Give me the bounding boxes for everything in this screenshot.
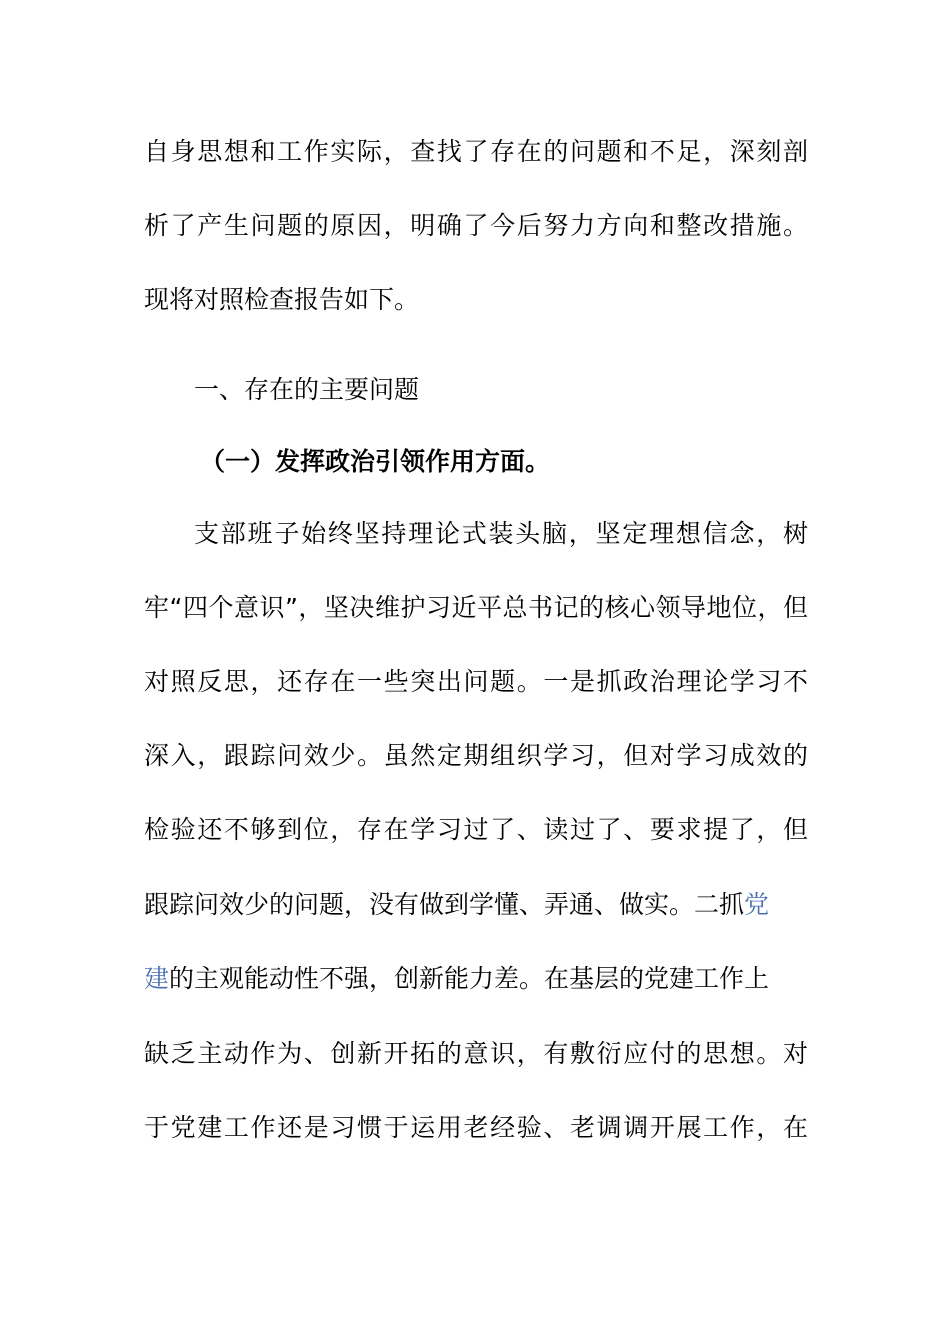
paragraph-line: 检验还不够到位，存在学习过了、读过了、要求提了，但 <box>144 815 808 844</box>
highlighted-text: 建 <box>144 964 170 993</box>
paragraph-line <box>144 963 808 995</box>
paragraph-line: 析了产生问题的原因，明确了今后努力方向和整改措施。 <box>144 211 808 240</box>
paragraph-line: 支部班子始终坚持理论式装头脑，坚定理想信念，树 <box>194 519 808 548</box>
paragraph-line: 于党建工作还是习惯于运用老经验、老调调开展工作，在 <box>144 1113 808 1142</box>
paragraph-text: 的主观能动性不强，创新能力差。在基层的党建工作上 <box>169 964 770 993</box>
paragraph-line: 对照反思，还存在一些突出问题。一是抓政治理论学习不 <box>144 667 808 696</box>
paragraph-line: 深入，跟踪问效少。虽然定期组织学习，但对学习成效的 <box>144 741 808 770</box>
highlighted-text: 党 <box>744 890 770 919</box>
paragraph-line: 牢“四个意识”，坚决维护习近平总书记的核心领导地位，但 <box>144 593 808 622</box>
paragraph-line <box>144 889 808 921</box>
section-heading: 一、存在的主要问题 <box>194 375 420 404</box>
paragraph-line: 缺乏主动作为、创新开拓的意识，有敷衍应付的思想。对 <box>144 1039 808 1068</box>
subsection-heading: （一）发挥政治引领作用方面。 <box>200 447 551 476</box>
paragraph-line: 自身思想和工作实际，查找了存在的问题和不足，深刻剖 <box>144 137 808 166</box>
paragraph-text: 跟踪问效少的问题，没有做到学懂、弄通、做实。二抓 <box>144 890 745 919</box>
paragraph-line: 现将对照检查报告如下。 <box>144 285 420 314</box>
